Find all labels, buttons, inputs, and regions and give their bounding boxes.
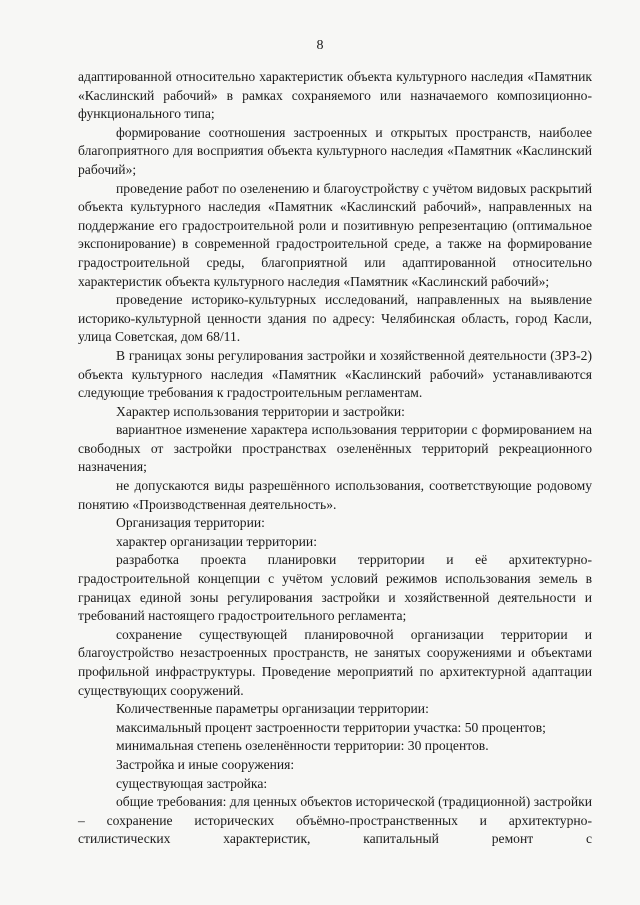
paragraph: не допускаются виды разрешённого использования, соответствующие родовому понятию «Производственная деятельность».: [78, 478, 592, 512]
paragraph: минимальная степень озеленённости территории: 30 процентов.: [116, 738, 489, 754]
paragraph: вариантное изменение характера использования территории с формированием на свободных от застройки пространствах озеленённых территорий рекреационного назначения;: [78, 422, 592, 475]
paragraph: Характер использования территории и застройки:: [116, 403, 405, 419]
paragraph: Застройка и иные сооружения:: [116, 756, 295, 772]
paragraph: проведение работ по озеленению и благоустройству с учётом видовых раскрытий объекта культурного наследия «Памятник «Каслинский рабочий», направленных на поддержание его градостроительной роли и позитивную репрезентацию (оптимальное экспонирование) в современной градостроительной среде, а также на формирование градостроительной среды, благоприятной или адаптированной относительно характеристик объекта культурного наследия «Памятник «Каслинский рабочий»;: [78, 180, 592, 289]
paragraph: Организация территории:: [116, 515, 265, 531]
paragraph: общие требования: для ценных объектов исторической (традиционной) застройки – сохранение исторических объёмно-пространственных и архитектурно-стилистических характеристик, капитальный ремонт с: [78, 794, 592, 847]
page-number: 8: [316, 38, 324, 53]
paragraph: формирование соотношения застроенных и открытых пространств, наиболее благоприятного для восприятия объекта культурного наследия «Памятник «Каслинский рабочий»;: [78, 124, 592, 177]
paragraph: максимальный процент застроенности территории участка: 50 процентов;: [116, 719, 546, 735]
document-body: [78, 68, 592, 849]
paragraph: Количественные параметры организации территории:: [116, 701, 429, 717]
paragraph: адаптированной относительно характеристик объекта культурного наследия «Памятник «Каслинский рабочий» в рамках сохраняемого или назначаемого композиционно-функционального типа;: [78, 69, 592, 122]
paragraph: характер организации территории:: [116, 533, 317, 549]
paragraph: сохранение существующей планировочной организации территории и благоустройство незастроенных пространств, не занятых сооружениями и объектами профильной инфраструктуры. Проведение мероприятий по архитектурной адаптации существующих сооружений.: [78, 626, 592, 698]
paragraph: проведение историко-культурных исследований, направленных на выявление историко-культурной ценности здания по адресу: Челябинская область, город Касли, улица Советская, дом 68/11.: [78, 292, 592, 345]
paragraph: существующая застройка:: [116, 775, 268, 791]
paragraph: В границах зоны регулирования застройки и хозяйственной деятельности (ЗРЗ-2) объекта культурного наследия «Памятник «Каслинский рабочий» устанавливаются следующие требования к градостроительным регламентам.: [78, 347, 592, 401]
paragraph: разработка проекта планировки территории и её архитектурно-градостроительной концепции с учётом условий режимов использования земель в границах единой зоны регулирования застройки и хозяйственной деятельности и требований настоящего градостроительного регламента;: [78, 552, 592, 624]
